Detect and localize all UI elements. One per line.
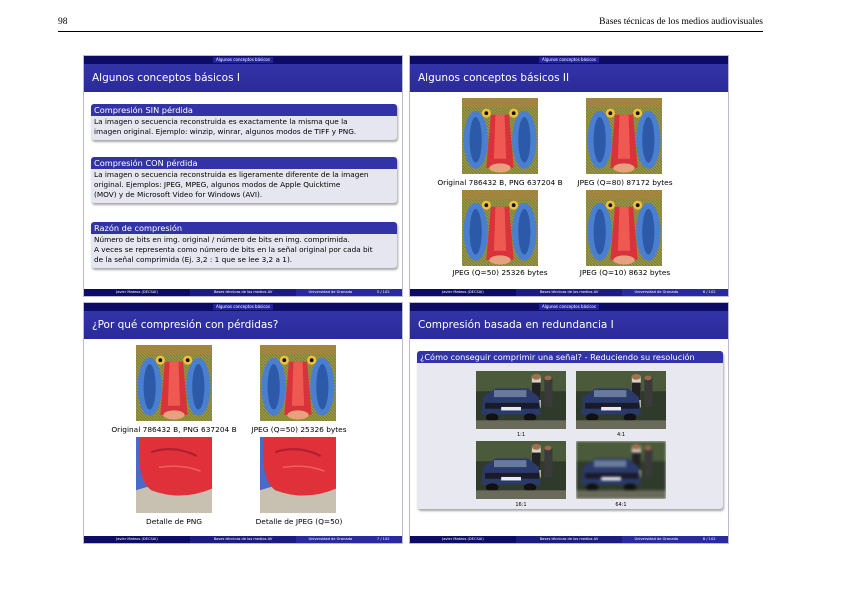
- image-caption: 1:1: [516, 432, 526, 438]
- footer-course: Bases técnicas de los medios AV: [516, 536, 622, 543]
- block-line: imagen original. Ejemplo: winzip, winrar, algunos modos de TIFF y PNG.: [94, 127, 357, 136]
- page-header: [58, 14, 763, 32]
- footer-university: Universidad de Granada: [308, 537, 353, 541]
- footer-university: Universidad de Granada: [634, 537, 679, 541]
- resolution-block: [417, 351, 723, 509]
- image-caption: 4:1: [616, 432, 626, 438]
- section-bar: [410, 303, 728, 311]
- footer-author: Javier Mateos (DECSAI): [410, 289, 516, 296]
- section-bar: [84, 56, 402, 64]
- image-caption: 16:1: [515, 502, 527, 508]
- block-body: [91, 169, 397, 203]
- section-bar: [84, 303, 402, 311]
- image-caption: Detalle de PNG: [146, 517, 202, 526]
- block-line: A veces se representa como número de bits en la señal original por cada bit: [94, 245, 373, 254]
- car-with-people-photo-icon: [576, 371, 666, 429]
- mandrill-photo-icon: [136, 345, 212, 421]
- slide-3: [83, 302, 403, 544]
- footer-author: Javier Mateos (DECSAI): [410, 536, 516, 543]
- footer-author: Javier Mateos (DECSAI): [84, 289, 190, 296]
- block-lossless: [91, 104, 397, 140]
- block-lossy: [91, 157, 397, 203]
- slide-2: [409, 55, 729, 297]
- footer-university: Universidad de Granada: [634, 290, 679, 294]
- section-label: Algunos conceptos básicos: [213, 304, 273, 310]
- block-title: ¿Cómo conseguir comprimir una señal? - Reduciendo su resolución: [417, 351, 723, 363]
- image-caption: JPEG (Q=50) 25326 bytes: [251, 425, 347, 434]
- slide-footer: [410, 536, 728, 543]
- image-caption: JPEG (Q=50) 25326 bytes: [452, 268, 548, 277]
- mandrill-photo-icon: [260, 345, 336, 421]
- mandrill-photo-icon: [462, 190, 538, 266]
- slide-title: Algunos conceptos básicos II: [410, 64, 728, 92]
- section-label: Algunos conceptos básicos: [539, 304, 599, 310]
- slide-title: ¿Por qué compresión con pérdidas?: [84, 311, 402, 339]
- footer-university: Universidad de Granada: [308, 290, 353, 294]
- mandrill-photo-icon: [586, 98, 662, 174]
- image-caption: JPEG (Q=80) 87172 bytes: [577, 178, 673, 187]
- footer-page-indicator: 6 / 102: [702, 290, 716, 294]
- mandrill-photo-icon: [586, 190, 662, 266]
- block-line: (MOV) y de Microsoft Video for Windows (AVI).: [94, 190, 263, 199]
- running-title: Bases técnicas de los medios audiovisuales: [599, 17, 763, 27]
- image-caption: Original 786432 B, PNG 637204 B: [111, 425, 237, 434]
- block-line: La imagen o secuencia reconstruida es ligeramente diferente de la imagen: [94, 170, 369, 179]
- mandrill-nose-detail-photo-icon: [260, 437, 336, 513]
- mandrill-nose-detail-photo-icon: [136, 437, 212, 513]
- footer-right: [296, 289, 402, 296]
- image-caption: 64:1: [615, 502, 627, 508]
- block-line: original. Ejemplos: JPEG, MPEG, algunos modos de Apple Quicktime: [94, 180, 341, 189]
- footer-page-indicator: 8 / 102: [702, 537, 716, 541]
- block-compression-ratio: [91, 222, 397, 268]
- block-line: Número de bits en img. original / número de bits en img. comprimida.: [94, 235, 350, 244]
- block-line: de la señal comprimida (Ej. 3,2 : 1 que se lee 3,2 a 1).: [94, 255, 293, 264]
- slide-footer: [84, 289, 402, 296]
- block-title: Compresión CON pérdida: [91, 157, 397, 169]
- slide-4: [409, 302, 729, 544]
- block-title: Compresión SIN pérdida: [91, 104, 397, 116]
- block-body: [91, 234, 397, 268]
- section-label: Algunos conceptos básicos: [539, 57, 599, 63]
- footer-right: [622, 536, 728, 543]
- slide-footer: [84, 536, 402, 543]
- section-bar: [410, 56, 728, 64]
- car-with-people-photo-icon: [476, 371, 566, 429]
- block-line: La imagen o secuencia reconstruida es exactamente la misma que la: [94, 117, 348, 126]
- footer-course: Bases técnicas de los medios AV: [190, 536, 296, 543]
- block-body: [91, 116, 397, 140]
- image-caption: Original 786432 B, PNG 637204 B: [437, 178, 563, 187]
- section-label: Algunos conceptos básicos: [213, 57, 273, 63]
- slide-footer: [410, 289, 728, 296]
- footer-page-indicator: 7 / 102: [376, 537, 390, 541]
- image-caption: JPEG (Q=10) 8632 bytes: [579, 268, 671, 277]
- slide-1: [83, 55, 403, 297]
- image-caption: Detalle de JPEG (Q=50): [255, 517, 343, 526]
- car-with-people-photo-icon: [576, 441, 666, 499]
- footer-author: Javier Mateos (DECSAI): [84, 536, 190, 543]
- footer-course: Bases técnicas de los medios AV: [516, 289, 622, 296]
- page-number: 98: [58, 17, 68, 27]
- slide-title: Compresión basada en redundancia I: [410, 311, 728, 339]
- footer-right: [622, 289, 728, 296]
- car-with-people-photo-icon: [476, 441, 566, 499]
- block-title: Razón de compresión: [91, 222, 397, 234]
- mandrill-photo-icon: [462, 98, 538, 174]
- footer-course: Bases técnicas de los medios AV: [190, 289, 296, 296]
- footer-page-indicator: 5 / 102: [376, 290, 390, 294]
- footer-right: [296, 536, 402, 543]
- slide-title: Algunos conceptos básicos I: [84, 64, 402, 92]
